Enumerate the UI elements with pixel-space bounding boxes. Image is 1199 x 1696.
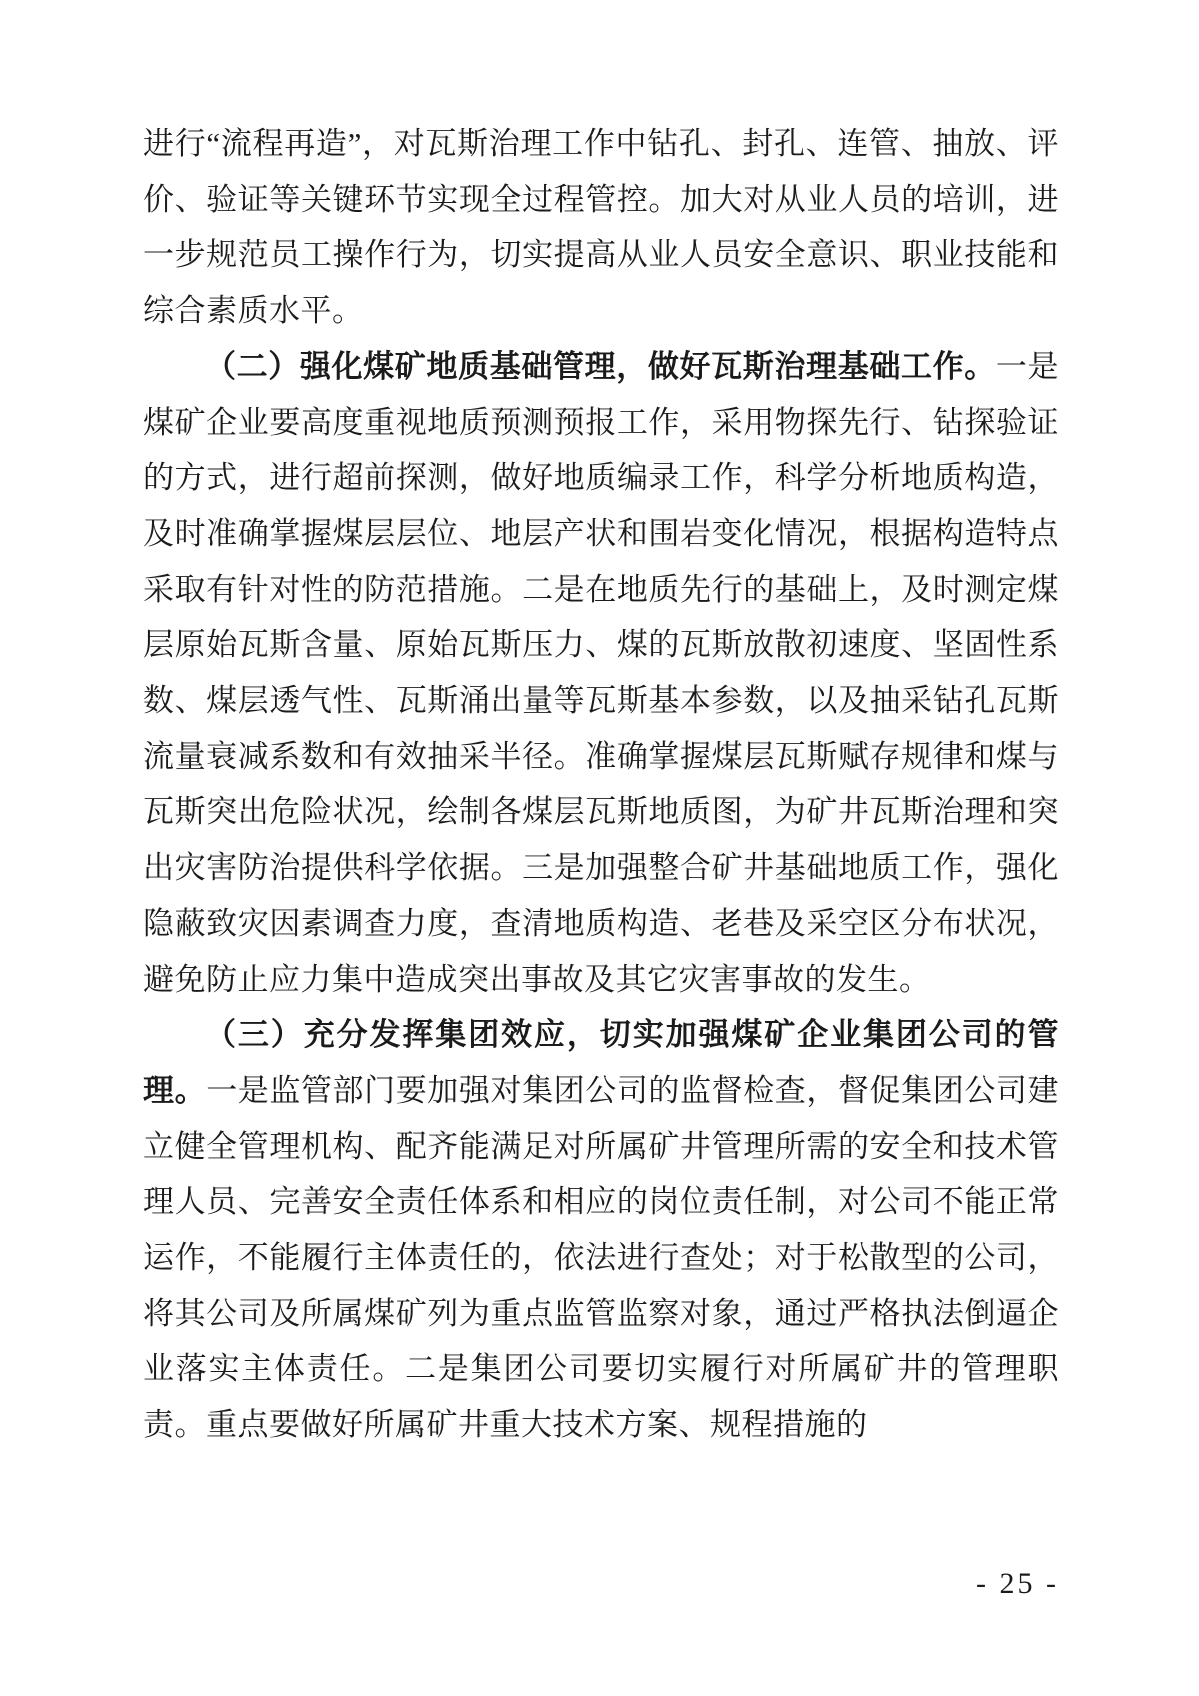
paragraph-text: 进行“流程再造”，对瓦斯治理工作中钻孔、封孔、连管、抽放、评价、验证等关键环节实现全过程管控。加大对从业人员的培训，进一步规范员工操作行为，切实提高从业人员安全意识、职业技能和综合素质水平。 [143, 126, 1059, 329]
section-2-body-text: 一是煤矿企业要高度重视地质预测预报工作，采用物探先行、钻探验证的方式，进行超前探测，做好地质编录工作，科学分析地质构造，及时准确掌握煤层层位、地层产状和围岩变化情况，根据构造特点采取有针对性的防范措施。二是在地质先行的基础上，及时测定煤层原始瓦斯含量、原始瓦斯压力、煤的瓦斯放散初速度、坚固性系数、煤层透气性、瓦斯涌出量等瓦斯基本参数，以及抽采钻孔瓦斯流量衰减系数和有效抽采半径。准确掌握煤层瓦斯赋存规律和煤与瓦斯突出危险状况，绘制各煤层瓦斯地质图，为矿井瓦斯治理和突出灾害防治提供科学依据。三是加强整合矿井基础地质工作，强化隐蔽致灾因素调查力度，查清地质构造、老巷及采空区分布状况，避免防止应力集中造成突出事故及其它灾害事故的发生。 [143, 348, 1060, 997]
section-2-heading: （二）强化煤矿地质基础管理，做好瓦斯治理基础工作。 [205, 348, 996, 384]
paragraph-section-2 [143, 339, 1059, 1007]
paragraph-continuation [143, 116, 1059, 339]
document-body [143, 116, 1059, 1453]
section-3-heading: （三）充分发挥集团效应，切实加强煤矿企业集团公司的管理。 [143, 1017, 1059, 1108]
section-3-body-text: 一是监管部门要加强对集团公司的监督检查，督促集团公司建立健全管理机构、配齐能满足对所属矿井管理所需的安全和技术管理人员、完善安全责任体系和相应的岗位责任制，对公司不能正常运作，不能履行主体责任的，依法进行查处；对于松散型的公司，将其公司及所属煤矿列为重点监管监察对象，通过严格执法倒逼企业落实主体责任。二是集团公司要切实履行对所属矿井的管理职责。重点要做好所属矿井重大技术方案、规程措施的 [143, 1072, 1060, 1443]
paragraph-section-3 [143, 1007, 1059, 1453]
page-number: - 25 - [976, 1567, 1059, 1600]
